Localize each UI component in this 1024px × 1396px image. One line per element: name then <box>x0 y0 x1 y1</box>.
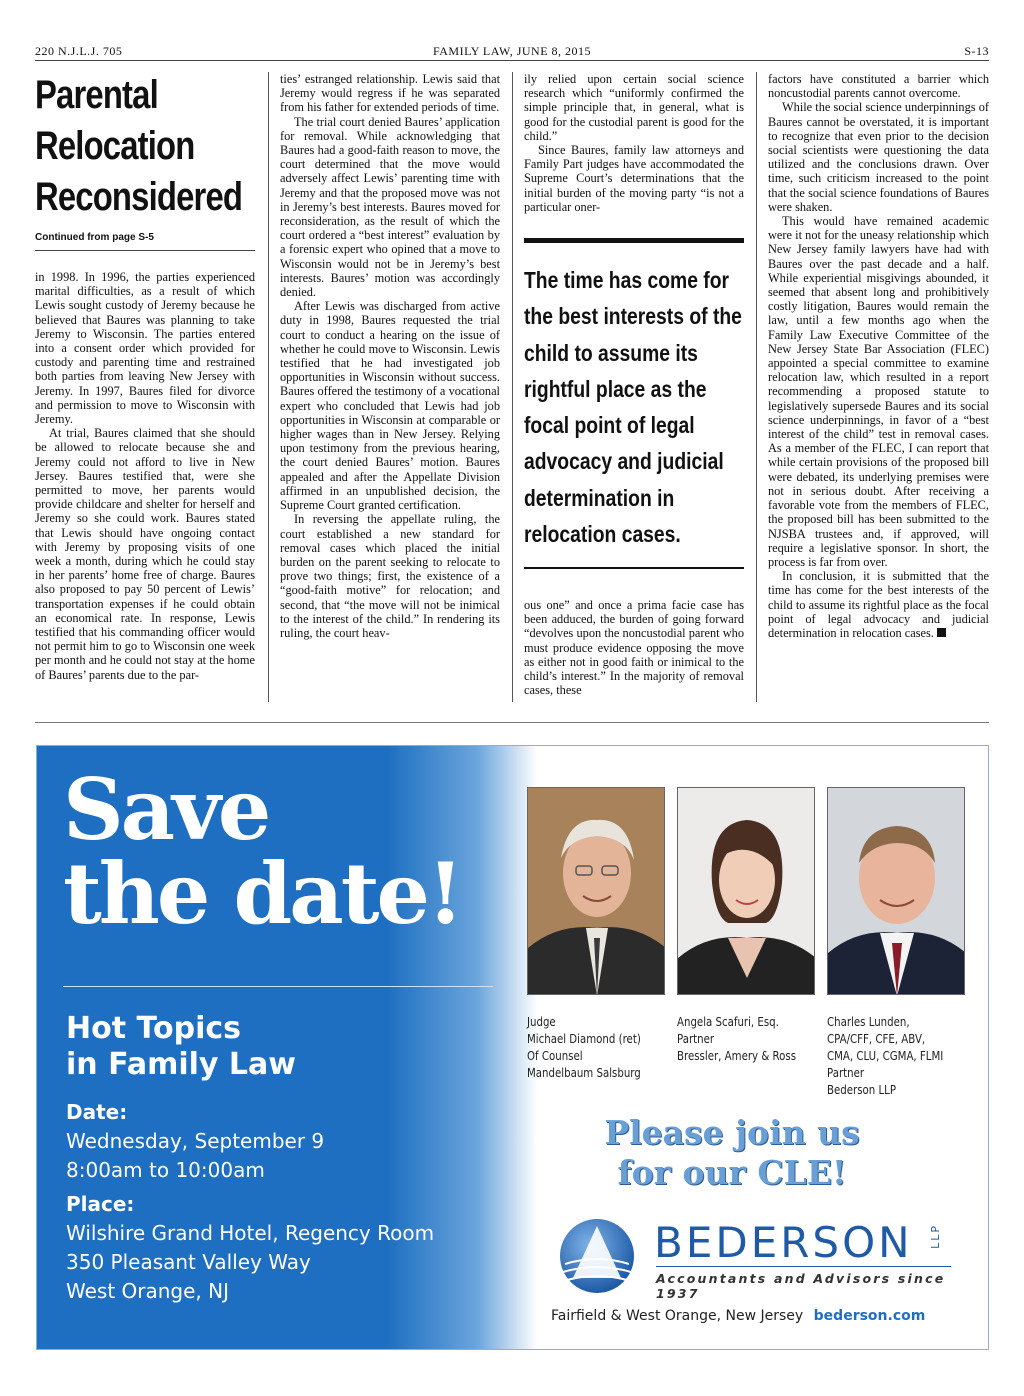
speaker-line: Angela Scafuri, Esq. <box>677 1015 779 1029</box>
title-line: Relocation <box>35 124 195 168</box>
article-column-2 <box>280 72 500 702</box>
pullquote-bottom-bar <box>524 567 744 569</box>
section-rule <box>35 722 989 723</box>
header-section-date: FAMILY LAW, JUNE 8, 2015 <box>432 44 592 58</box>
event-date <box>66 1098 324 1185</box>
speaker-credit <box>827 1014 972 1099</box>
join-line: Please join us <box>604 1113 860 1152</box>
paragraph: In reversing the appellate ruling, the court established a new standard for removal cases which placed the initial burden on the parent seeking to relocate to prove two things; first, the existence of a “good-faith motive” for relocation; and second, that “the move will not be inimical to the interest of the child.” In rendering its ruling, the court heav- <box>280 512 500 640</box>
paragraph: In conclusion, it is submitted that the time has come for the best interests of the child to assume its rightful place as the focal point of legal advocacy and judicial determination in relocation cases. <box>768 569 989 640</box>
speaker-credit <box>527 1014 672 1082</box>
save-the-date-heading <box>63 760 461 943</box>
speaker-photo <box>527 787 665 995</box>
save-line: Save <box>63 760 269 859</box>
article-column-4 <box>768 72 989 702</box>
place-line: West Orange, NJ <box>66 1279 229 1303</box>
column-divider <box>512 72 513 702</box>
paragraph: Since Baures, family law attorneys and Family Part judges have accommodated the Supreme Court’s determinations that the initial burden of the moving party “is not a particular oner- <box>524 143 744 214</box>
date-line: 8:00am to 10:00am <box>66 1158 265 1182</box>
advertisement <box>36 745 989 1350</box>
place-line: Wilshire Grand Hotel, Regency Room <box>66 1221 435 1245</box>
speaker-line: Judge <box>527 1015 556 1029</box>
column-divider <box>756 72 757 702</box>
speaker-line: Of Counsel <box>527 1049 583 1063</box>
speaker-credit <box>677 1014 822 1065</box>
bederson-logo <box>551 1216 961 1301</box>
speaker-photo <box>677 787 815 995</box>
place-line: 350 Pleasant Valley Way <box>66 1250 311 1274</box>
speaker-line: Bressler, Amery & Ross <box>677 1049 797 1063</box>
date-line: Wednesday, September 9 <box>66 1129 325 1153</box>
place-label: Place: <box>66 1192 135 1216</box>
article-title <box>35 70 243 223</box>
website-link[interactable]: bederson.com <box>813 1308 926 1324</box>
speaker-line: CPA/CFF, CFE, ABV, <box>827 1032 926 1046</box>
paragraph: While the social science underpinnings of Baures cannot be overstated, it is important to recognize that even prior to the decision social scientists were questioning the data utilized and the conclusions drawn. Over time, such criticism increased to the point that the social science foundations of Baures were shaken. <box>768 100 989 214</box>
paragraph: ily relied upon certain social science research which “uniformly confirmed the simple principle that, in general, what is good for the custodial parent is good for the child.” <box>524 72 744 143</box>
speaker-line: Charles Lunden, <box>827 1015 910 1029</box>
date-label: Date: <box>66 1100 128 1124</box>
speaker-line: CMA, CLU, CGMA, FLMI <box>827 1049 944 1063</box>
paragraph: in 1998. In 1996, the parties experienced marital difficulties, as a result of which Lewis sought custody of Jeremy because he believed that Baures was planning to take Jeremy to Wisconsin. The parties entered into a consent order which provided for custody and parenting time and restrained both parties from leaving New Jersey with Jeremy. In 1997, Baures filed for divorce and permission to move to Wisconsin with Jeremy. <box>35 270 255 427</box>
title-line: Reconsidered <box>35 175 243 219</box>
paragraph: After Lewis was discharged from active duty in 1998, Baures requested the trial court to conduct a hearing on the issue of whether he could move to Wisconsin. Lewis testified that he had investigated job opportunities in Wisconsin without success. Baures offered the testimony of a vocational expert who concluded that Lewis had job opportunities in Wisconsin at comparable or higher wages than in New Jersey. Relying upon testimony from the previous hearing, the court denied Baures’ motion. Baures appealed and after the Appellate Division affirmed in an unpublished decision, the Supreme Court granted certification. <box>280 299 500 513</box>
paragraph: The trial court denied Baures’ application for removal. While acknowledging that Baures had a good-faith reason to move, the court determined that the move would adversely affect Lewis’ parenting time with Jeremy and that the proposed move was not in Jeremy’s best interests. Baures moved for reconsideration, as the result of which the court ordered a “best interest” evaluation by a forensic expert who opined that a move to Wisconsin would not be in Jeremy’s best interests. Baures’ motion was accordingly denied. <box>280 114 500 300</box>
join-invitation <box>577 1113 887 1193</box>
event-title <box>66 1011 296 1083</box>
office-locations: Fairfield & West Orange, New Jersey <box>551 1308 804 1324</box>
speaker-photo <box>827 787 965 995</box>
title-rule <box>35 250 255 251</box>
save-line: the date! <box>63 844 461 943</box>
paragraph: ous one” and once a prima facie case has been adduced, the burden of going forward “devolves upon the noncustodial parent who must produce evidence opposing the move as either not in good faith or inimical to the child’s interest.” In the majority of removal cases, these <box>524 598 744 698</box>
ad-divider <box>63 986 493 987</box>
speaker-line: Bederson LLP <box>827 1083 896 1097</box>
speaker-line: Michael Diamond (ret) <box>527 1032 641 1046</box>
end-mark-icon <box>937 628 946 637</box>
event-place <box>66 1190 434 1306</box>
speaker-line: Mandelbaum Salsburg <box>527 1066 641 1080</box>
logo-rule <box>656 1266 951 1267</box>
join-line: for our CLE! <box>617 1153 847 1192</box>
pullquote: The time has come for the best interests of the child to assume its rightful place as the focal point of legal advocacy and judicial determination in relocation cases. <box>524 267 742 548</box>
column-divider <box>268 72 269 702</box>
article-column-3-bottom <box>524 598 744 702</box>
globe-icon <box>551 1216 643 1296</box>
logo-suffix: LLP <box>929 1224 942 1249</box>
contact-line <box>551 1308 925 1324</box>
article-column-1 <box>35 270 255 700</box>
speaker-line: Partner <box>827 1066 865 1080</box>
event-line: Hot Topics <box>66 1011 241 1046</box>
pullquote-top-bar <box>524 238 744 243</box>
paragraph: factors have constituted a barrier which noncustodial parents cannot overcome. <box>768 72 989 101</box>
continued-note: Continued from page S-5 <box>35 232 154 243</box>
header-rule <box>35 60 989 61</box>
paragraph: At trial, Baures claimed that she should be allowed to relocate because she and Jeremy could not afford to live in New Jersey. Baures testified that, were she permitted to move, her parents would provide childcare and shelter for herself and Jeremy so she could work. Baures stated that Lewis should have ongoing contact with Jeremy by proposing visits of one week a month, during which he could stay in her parents’ home free of charge. Baures also proposed to pay 50 percent of Lewis’ transportation expenses if he could obtain an economical rate. In response, Lewis testified that his commanding officer would not permit him to go to Wisconsin one week per month and he could not stay at the home of Baures’ parents due to the par- <box>35 426 255 682</box>
logo-tagline: Accountants and Advisors since 1937 <box>656 1271 946 1301</box>
article-column-3-top <box>524 72 744 217</box>
logo-name: BEDERSON <box>654 1218 913 1267</box>
title-line: Parental <box>35 73 158 117</box>
paragraph: This would have remained academic were it not for the uneasy relationship which New Jersey family lawyers have had with Baures over the past decade and a half. While experiential misgivings abounded, it seemed that absent long and prohibitively costly litigation, Baures would remain the law, until a few months ago when the Family Law Executive Committee of the New Jersey State Bar Association (FLEC) appointed a special committee to examine relocation law, which resulted in a report recommending a proposed statute to legislatively supersede Baures and its social science underpinnings, in favor of a “best interest of the child” test in removal cases. As a member of the FLEC, I can report that while certain provisions of the proposed bill were debated, its underlying premises were not in serious doubt. After receiving a favorable vote from the members of FLEC, the proposed bill has been submitted to the NJSBA trustees and, if approved, will require a legislative sponsor. In short, the process is far from over. <box>768 214 989 569</box>
event-line: in Family Law <box>66 1047 296 1082</box>
paragraph: ties’ estranged relationship. Lewis said that Jeremy would regress if he was separated from his father for extended periods of time. <box>280 72 500 115</box>
header-citation: 220 N.J.L.J. 705 <box>35 44 123 58</box>
speaker-line: Partner <box>677 1032 715 1046</box>
header-page-number: S-13 <box>964 44 989 58</box>
